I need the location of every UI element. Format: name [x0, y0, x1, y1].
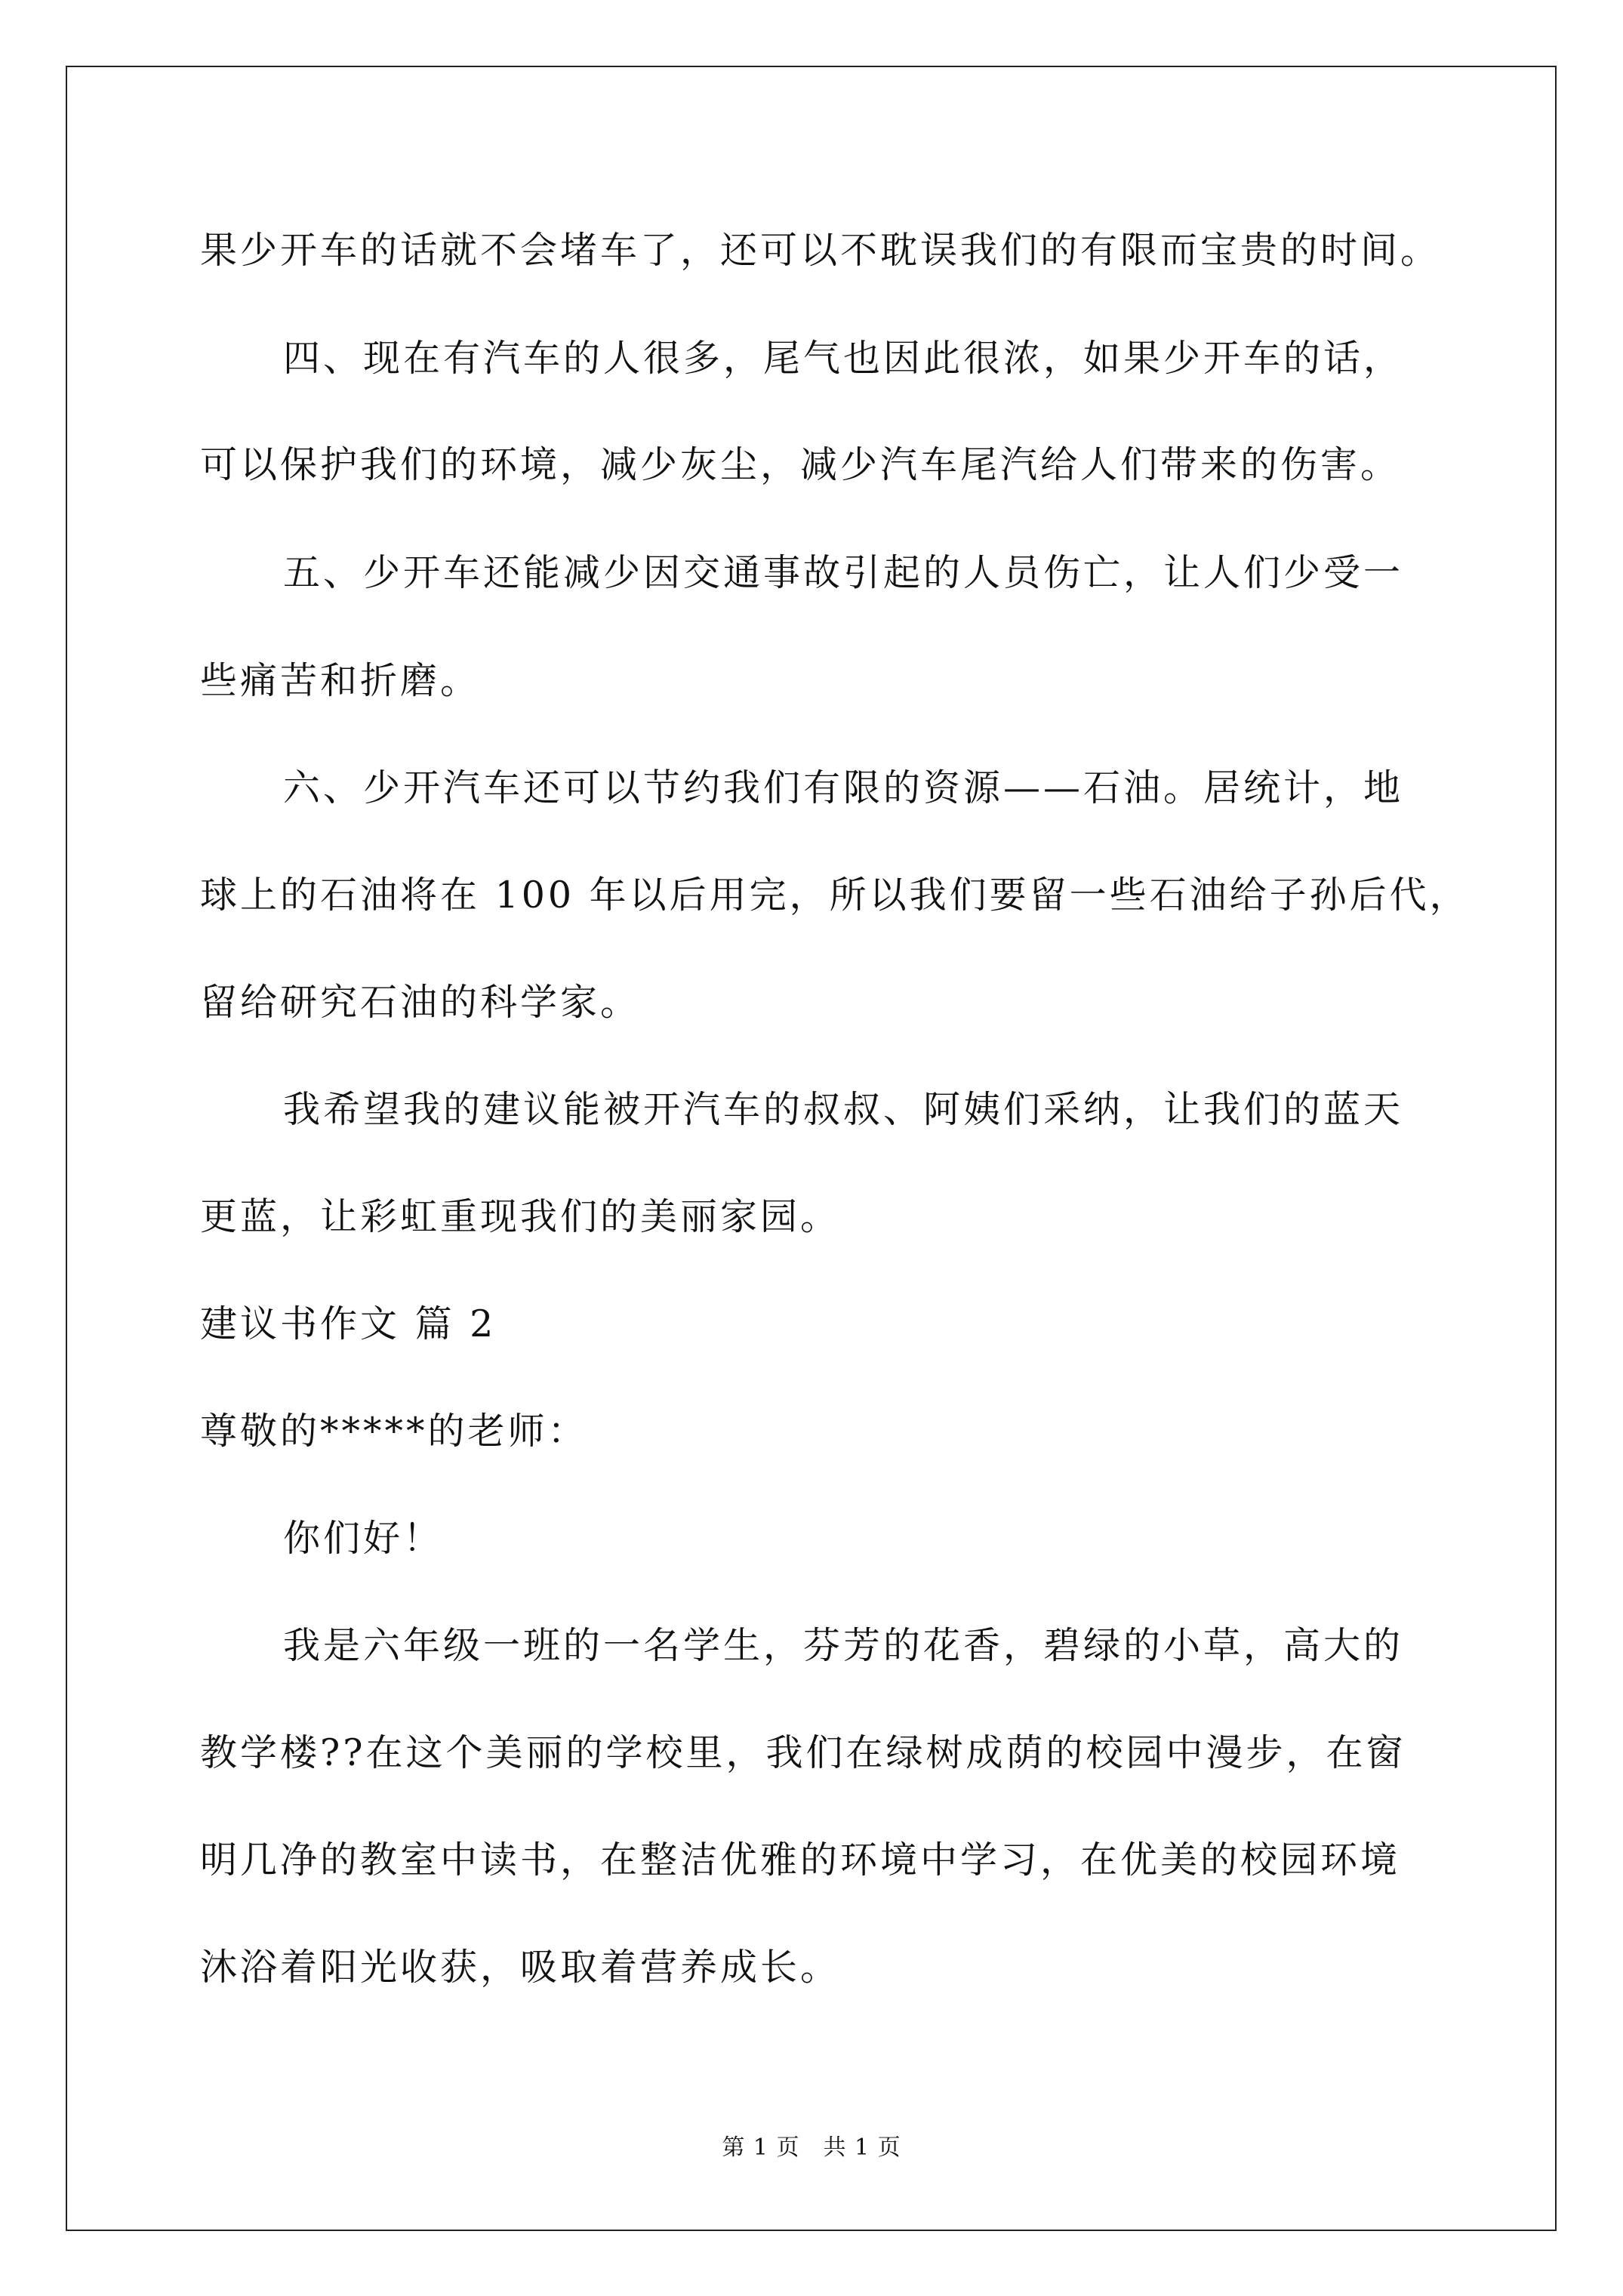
text-line: 球上的石油将在 100 年以后用完，所以我们要留一些石油给子孙后代， — [200, 874, 1470, 917]
text-line: 更蓝，让彩虹重现我们的美丽家园。 — [200, 1195, 841, 1238]
text-line: 五、少开车还能减少因交通事故引起的人员伤亡，让人们少受一 — [283, 551, 1404, 594]
text-line: 明几净的教室中读书，在整洁优雅的环境中学习，在优美的校园环境 — [200, 1838, 1401, 1881]
text-line: 沐浴着阳光收获，吸取着营养成长。 — [200, 1946, 841, 1989]
text-line: 些痛苦和折磨。 — [200, 659, 481, 702]
text-line: 教学楼??在这个美丽的学校里，我们在绿树成荫的校园中漫步，在窗 — [200, 1731, 1406, 1774]
text-line: 果少开车的话就不会堵车了，还可以不耽误我们的有限而宝贵的时间。 — [200, 229, 1441, 272]
section-heading: 建议书作文 篇 2 — [200, 1302, 497, 1345]
salutation: 尊敬的*****的老师： — [200, 1410, 588, 1453]
page-number: 第 1 页 共 1 页 — [722, 2134, 901, 2161]
text-line: 留给研究石油的科学家。 — [200, 981, 641, 1024]
page-border — [66, 66, 1557, 2231]
text-line: 可以保护我们的环境，减少灰尘，减少汽车尾汽给人们带来的伤害。 — [200, 443, 1401, 486]
text-line: 我是六年级一班的一名学生，芬芳的花香，碧绿的小草，高大的 — [283, 1624, 1404, 1667]
text-line: 我希望我的建议能被开汽车的叔叔、阿姨们采纳，让我们的蓝天 — [283, 1088, 1404, 1131]
text-line: 四、现在有汽车的人很多，尾气也因此很浓，如果少开车的话， — [283, 337, 1404, 380]
text-line: 六、少开汽车还可以节约我们有限的资源——石油。居统计，地 — [283, 766, 1404, 809]
greeting: 你们好！ — [283, 1517, 444, 1560]
